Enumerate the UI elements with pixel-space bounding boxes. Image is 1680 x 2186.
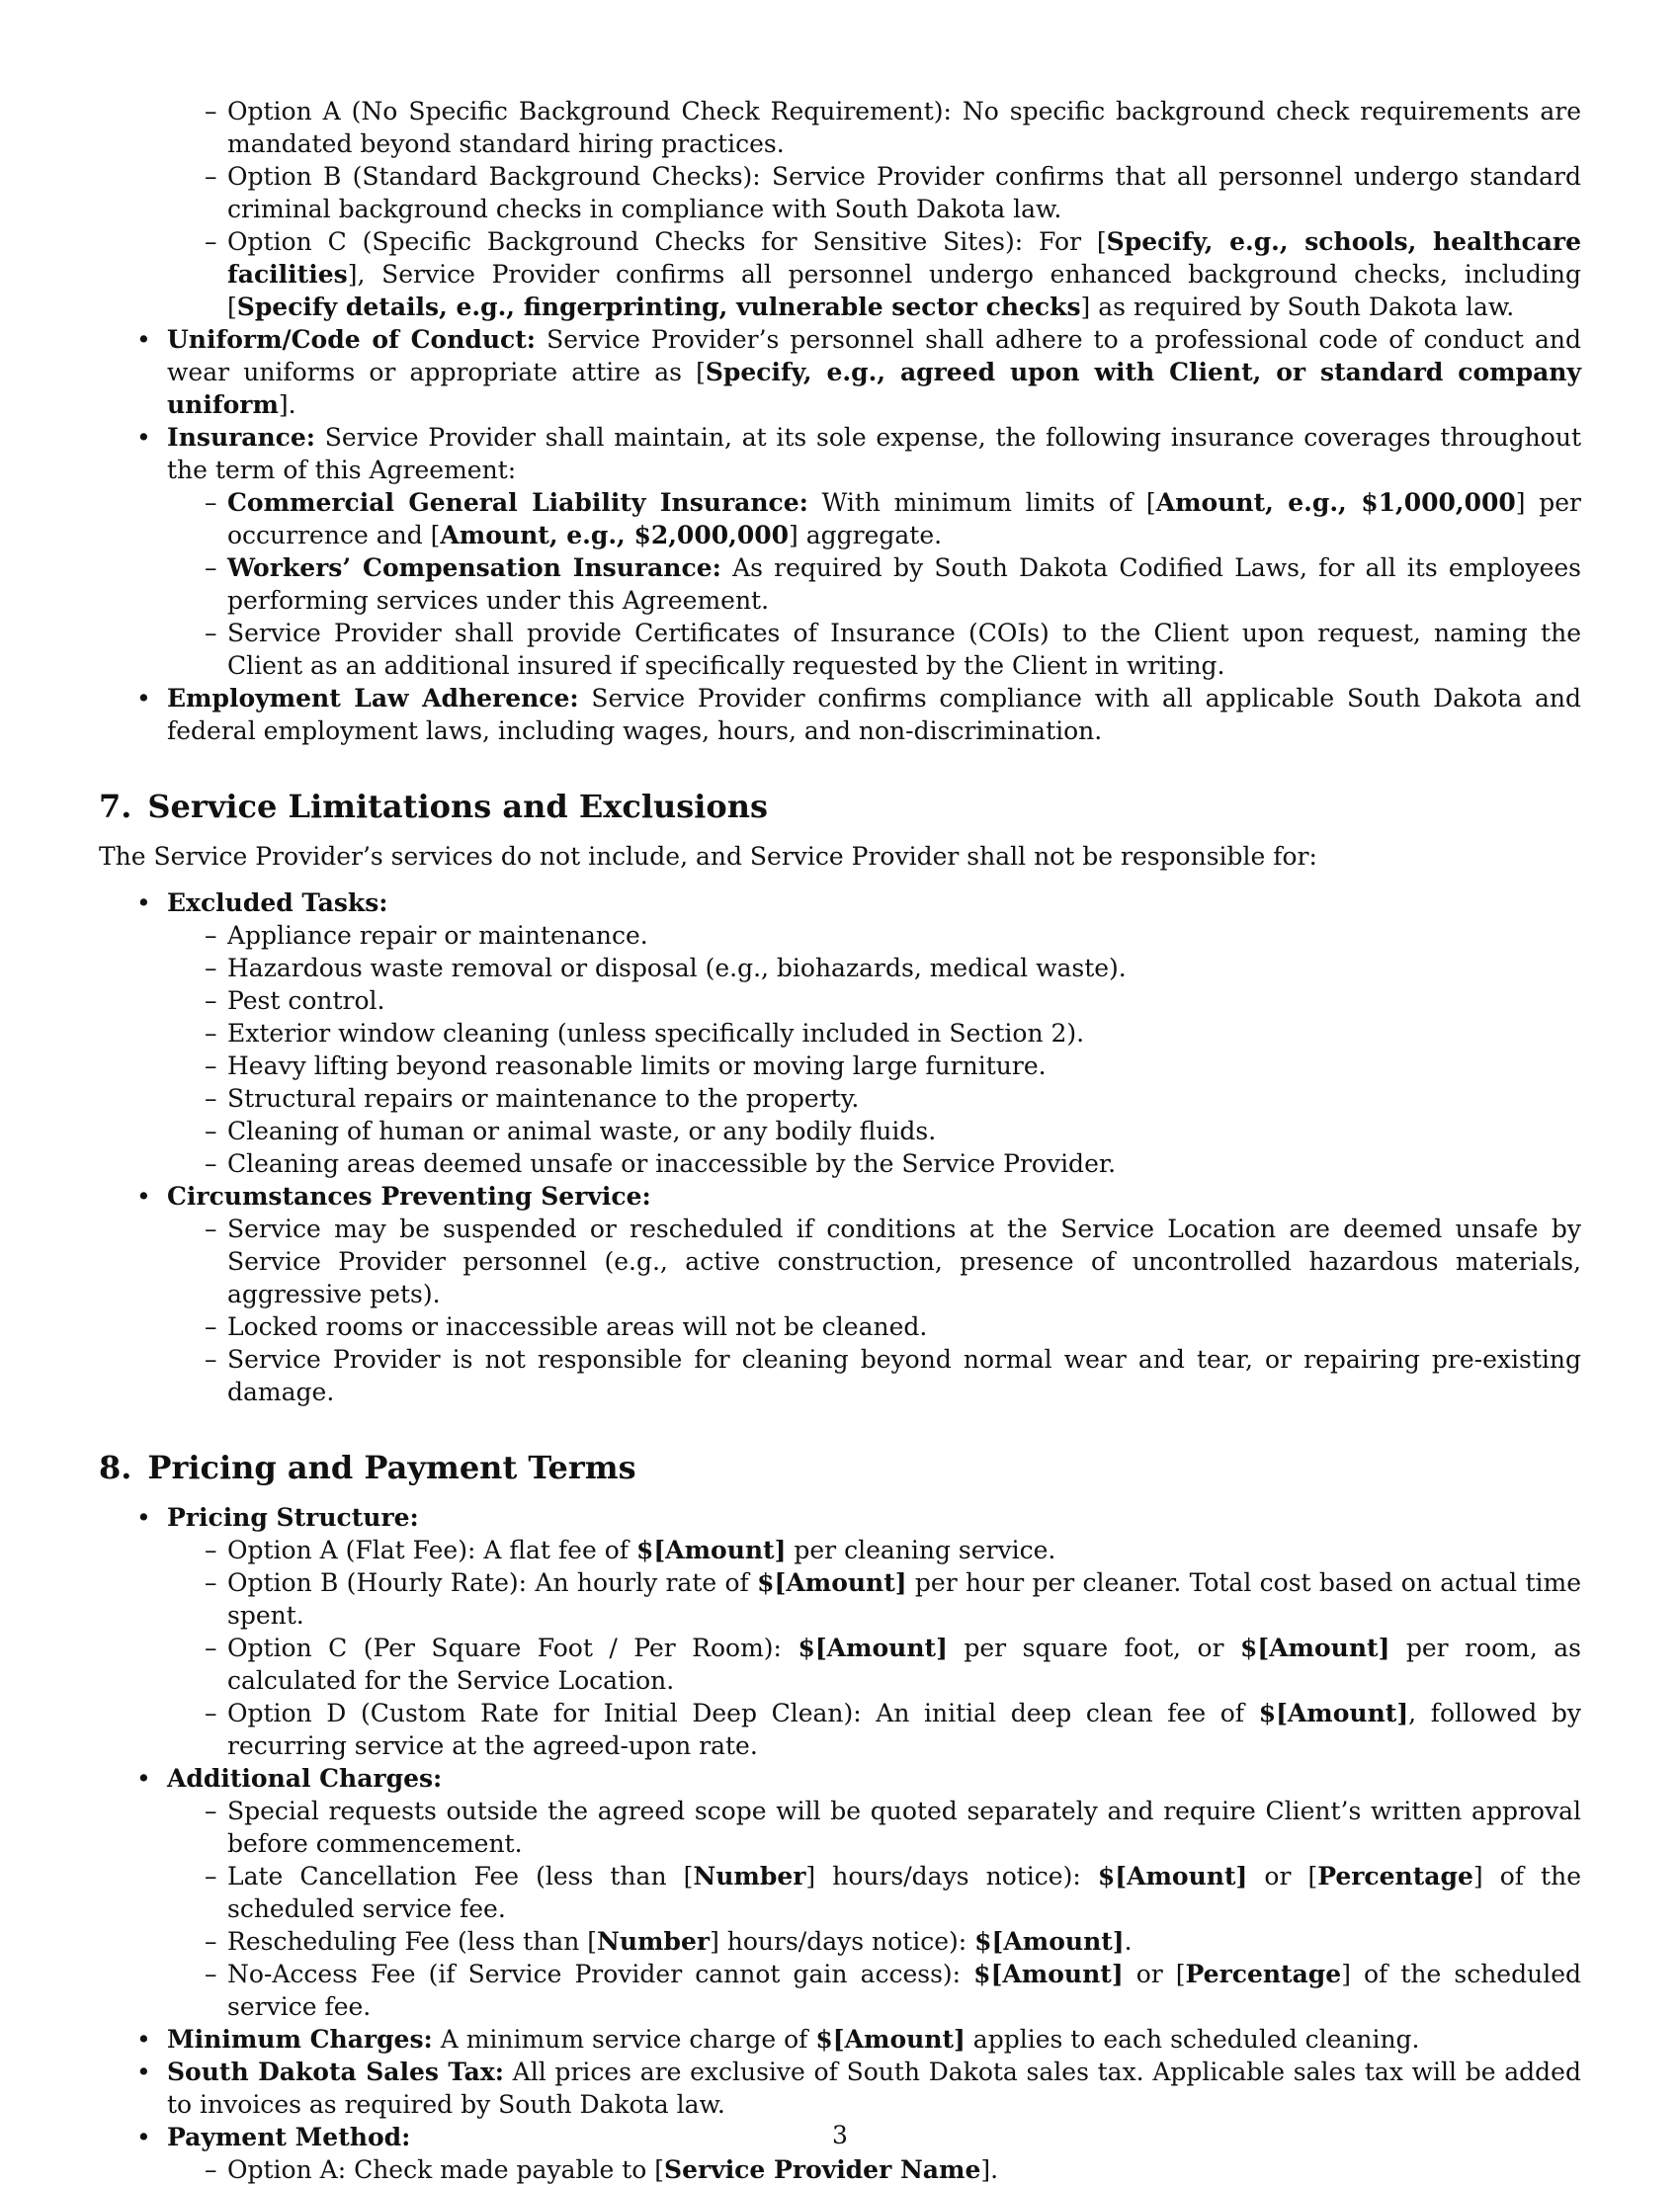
list-item: – Pest control. <box>167 984 1581 1017</box>
section7-heading: 7. Service Limitations and Exclusions <box>99 788 769 825</box>
list-item: • Pricing Structure: – Option A (Flat Fee): A flat fee of $[Amount] per cleaning service. – Option B (Hourly Rate): An hourly rate of $[Amount] per hour per cleaner. Total cost based on actual time spent. – Option C (Per Square Foot / Per Room): $[Amount] per square foot, or $[Amount] per room, as calculated for the Service Location. – Option D (Custom Rate for Initial Deep Clean): An initial deep clean fee of $[Amount], followed by recurring service at the agreed-upon rate. <box>99 1501 1581 1762</box>
list-item: • Excluded Tasks: – Appliance repair or maintenance. – Hazardous waste removal or disposal (e.g., biohazards, medical waste). – Pest control. – Exterior window cleaning (unless specifically included in Section 2). – Heavy lifting beyond reasonable limits or moving large furniture. – Structural repairs or maintenance to the property. – Cleaning of human or animal waste, or any bodily fluids. – Cleaning areas deemed unsafe or inaccessible by the Service Provider. <box>99 886 1581 1180</box>
list-item: – Rescheduling Fee (less than [Number] hours/days notice): $[Amount]. <box>167 1925 1581 1958</box>
list-item: – Special requests outside the agreed scope will be quoted separately and require Client’s written approval before commencement. <box>167 1795 1581 1860</box>
list-item: • Insurance: Service Provider shall maintain, at its sole expense, the following insurance coverages throughout the term of this Agreement: – Commercial General Liability Insurance: With minimum limits of [Amount, e.g., $1,000,000] per occurrence and [Amount, e.g., $2,000,000] aggregate. – Workers’ Compensation Insurance: As required by South Dakota Codified Laws, for all its employees performing services under this Agreement. – Service Provider shall provide Certificates of Insurance (COIs) to the Client upon request, naming the Client as an additional insured if specifically requested by the Client in writing. <box>99 421 1581 682</box>
document-page <box>99 95 1581 2186</box>
list-item: – Service may be suspended or rescheduled if conditions at the Service Location are deemed unsafe by Service Provider personnel (e.g., active construction, presence of uncontrolled hazardous materials, aggressive pets). <box>167 1213 1581 1310</box>
list-item: – Structural repairs or maintenance to the property. <box>167 1082 1581 1115</box>
list-item: – Option A (Flat Fee): A flat fee of $[Amount] per cleaning service. <box>167 1534 1581 1566</box>
list-item: – Option D (Custom Rate for Initial Deep Clean): An initial deep clean fee of $[Amount], followed by recurring service at the agreed-upon rate. <box>167 1697 1581 1762</box>
list-item: – Heavy lifting beyond reasonable limits or moving large furniture. <box>167 1050 1581 1082</box>
section6-list <box>99 323 1581 747</box>
list-item: • South Dakota Sales Tax: All prices are exclusive of South Dakota sales tax. Applicable sales tax will be added to invoices as required by South Dakota law. <box>99 2056 1581 2121</box>
list-item: – Option A: Check made payable to [Service Provider Name]. <box>167 2153 1581 2186</box>
list-item: • Additional Charges: – Special requests outside the agreed scope will be quoted separately and require Client’s written approval before commencement. – Late Cancellation Fee (less than [Number] hours/days notice): $[Amount] or [Percentage] of the scheduled service fee. – Rescheduling Fee (less than [Number] hours/days notice): $[Amount]. – No-Access Fee (if Service Provider cannot gain access): $[Amount] or [Percentage] of the scheduled service fee. <box>99 1762 1581 2023</box>
list-item: – Workers’ Compensation Insurance: As required by South Dakota Codified Laws, for all its employees performing services under this Agreement. <box>167 551 1581 617</box>
list-item: – Hazardous waste removal or disposal (e.g., biohazards, medical waste). <box>167 952 1581 984</box>
list-item: – Late Cancellation Fee (less than [Number] hours/days notice): $[Amount] or [Percentage] of the scheduled service fee. <box>167 1860 1581 1925</box>
list-item: • Minimum Charges: A minimum service charge of $[Amount] applies to each scheduled cleaning. <box>99 2023 1581 2056</box>
list-item: – Exterior window cleaning (unless specifically included in Section 2). <box>167 1017 1581 1050</box>
list-item: – Cleaning areas deemed unsafe or inaccessible by the Service Provider. <box>167 1147 1581 1180</box>
section7-intro: The Service Provider’s services do not include, and Service Provider shall not be responsible for: <box>99 842 1317 871</box>
list-item: – Locked rooms or inaccessible areas will not be cleaned. <box>167 1310 1581 1343</box>
section7-list <box>99 886 1581 1408</box>
list-item: • Uniform/Code of Conduct: Service Provider’s personnel shall adhere to a professional code of conduct and wear uniforms or appropriate attire as [Specify, e.g., agreed upon with Client, or standard company uniform]. <box>99 323 1581 421</box>
background-check-options <box>99 95 1581 323</box>
list-item: – Option B (Standard Background Checks): Service Provider confirms that all personnel undergo standard criminal background checks in compliance with South Dakota law. <box>99 160 1581 225</box>
list-item: – Appliance repair or maintenance. <box>167 919 1581 952</box>
list-item: • Payment Method: – Option A: Check made payable to [Service Provider Name]. <box>99 2121 1581 2186</box>
page-number: 3 <box>832 2121 848 2149</box>
list-item: – Service Provider is not responsible for cleaning beyond normal wear and tear, or repairing pre-existing damage. <box>167 1343 1581 1408</box>
list-item: – Option B (Hourly Rate): An hourly rate of $[Amount] per hour per cleaner. Total cost based on actual time spent. <box>167 1566 1581 1632</box>
list-item: – No-Access Fee (if Service Provider cannot gain access): $[Amount] or [Percentage] of the scheduled service fee. <box>167 1958 1581 2023</box>
list-item: – Service Provider shall provide Certificates of Insurance (COIs) to the Client upon request, naming the Client as an additional insured if specifically requested by the Client in writing. <box>167 617 1581 682</box>
list-item: – Option C (Per Square Foot / Per Room): $[Amount] per square foot, or $[Amount] per room, as calculated for the Service Location. <box>167 1632 1581 1697</box>
list-item: • Circumstances Preventing Service: – Service may be suspended or rescheduled if conditions at the Service Location are deemed unsafe by Service Provider personnel (e.g., active construction, presence of uncontrolled hazardous materials, aggressive pets). – Locked rooms or inaccessible areas will not be cleaned. – Service Provider is not responsible for cleaning beyond normal wear and tear, or repairing pre-existing damage. <box>99 1180 1581 1408</box>
list-item: – Option A (No Specific Background Check Requirement): No specific background check requirements are mandated beyond standard hiring practices. <box>99 95 1581 160</box>
section8-heading: 8. Pricing and Payment Terms <box>99 1449 636 1486</box>
list-item: – Option C (Specific Background Checks for Sensitive Sites): For [Specify, e.g., schools, healthcare facilities], Service Provider confirms all personnel undergo enhanced background checks, including [Specify details, e.g., fingerprinting, vulnerable sector checks] as required by South Dakota law. <box>99 225 1581 323</box>
list-item: • Employment Law Adherence: Service Provider confirms compliance with all applicable South Dakota and federal employment laws, including wages, hours, and non-discrimination. <box>99 682 1581 747</box>
list-item: – Cleaning of human or animal waste, or any bodily fluids. <box>167 1115 1581 1147</box>
section8-list <box>99 1501 1581 2186</box>
list-item: – Commercial General Liability Insurance: With minimum limits of [Amount, e.g., $1,000,000] per occurrence and [Amount, e.g., $2,000,000] aggregate. <box>167 486 1581 551</box>
